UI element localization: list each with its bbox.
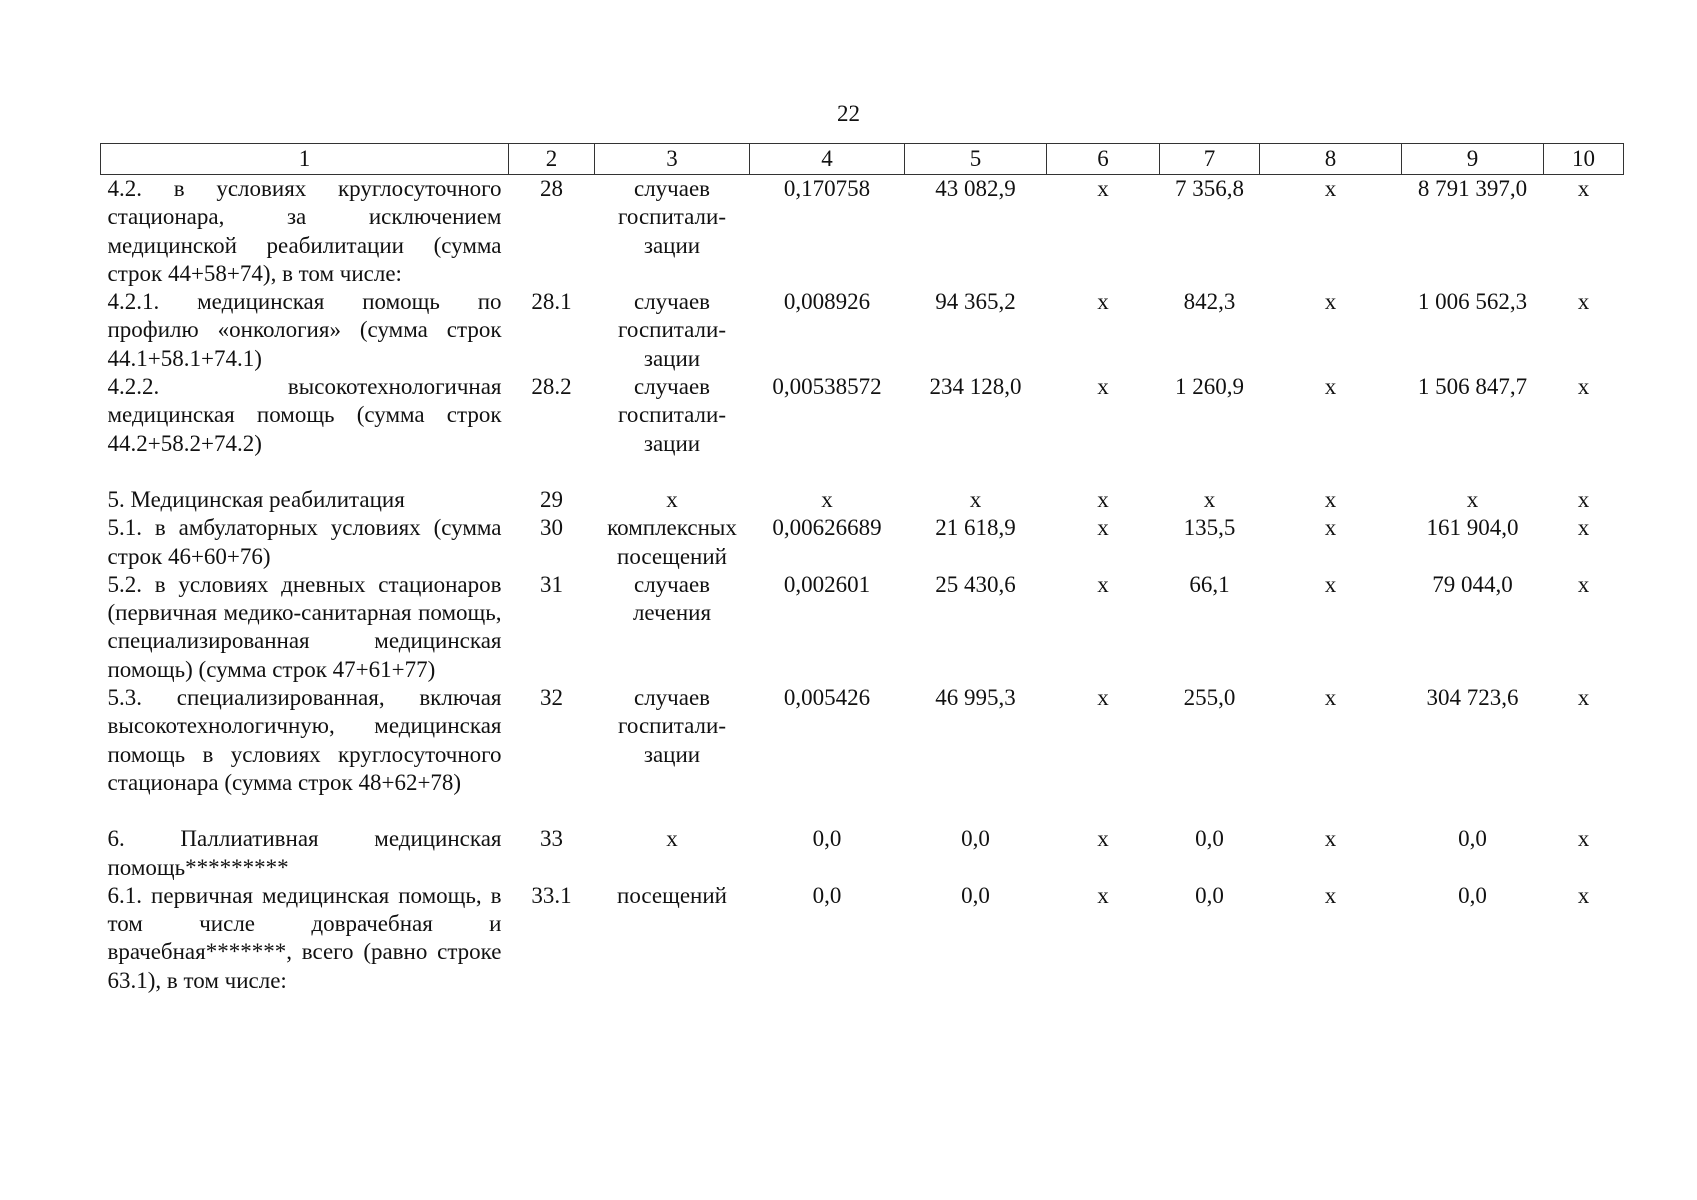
column-header: 2 bbox=[509, 144, 595, 175]
row-value-cell: х bbox=[1577, 486, 1590, 512]
row-unit-cell: х bbox=[666, 826, 678, 852]
column-header: 7 bbox=[1160, 144, 1260, 175]
row-value-cell: 21 618,9 bbox=[935, 515, 1016, 541]
row-name-cell: 6. Паллиативная медицинская помощь********* bbox=[107, 826, 502, 880]
row-value-cell: 1 006 562,3 bbox=[1417, 289, 1528, 315]
row-value-cell: 7 356,8 bbox=[1175, 176, 1244, 201]
row-value-cell: х bbox=[1097, 571, 1109, 597]
row-value-cell: 255,0 bbox=[1183, 685, 1236, 711]
row-value-cell: х bbox=[1577, 289, 1590, 315]
row-value-cell: х bbox=[1577, 571, 1590, 597]
column-header: 9 bbox=[1402, 144, 1544, 175]
row-value-cell: 25 430,6 bbox=[935, 571, 1016, 597]
table-header bbox=[101, 144, 1624, 175]
row-value-cell: 0,0 bbox=[812, 826, 842, 852]
row-line-number-cell: 31 bbox=[540, 571, 563, 597]
row-line-number-cell: 33.1 bbox=[531, 882, 572, 908]
row-unit-cell: случаев госпитализации bbox=[618, 176, 726, 258]
row-value-cell: х bbox=[1577, 826, 1590, 852]
row-value-cell: 135,5 bbox=[1183, 515, 1236, 541]
row-line-number-cell: 28 bbox=[540, 176, 563, 201]
row-unit-cell: х bbox=[666, 486, 678, 512]
table-row bbox=[101, 684, 1624, 797]
header-row bbox=[101, 144, 1624, 175]
row-value-cell: х bbox=[1577, 374, 1590, 400]
page-number: 22 bbox=[837, 101, 860, 126]
row-value-cell: х bbox=[1324, 685, 1337, 711]
row-value-cell: х bbox=[1577, 882, 1590, 908]
data-table bbox=[100, 143, 1624, 1001]
row-value-cell: х bbox=[1324, 289, 1337, 315]
row-line-number-cell: 28.1 bbox=[531, 289, 572, 315]
row-value-cell: х bbox=[1097, 374, 1109, 400]
row-value-cell: х bbox=[1324, 374, 1337, 400]
row-value-cell: 0,0 bbox=[1195, 826, 1224, 852]
row-value-cell: 0,002601 bbox=[783, 571, 871, 597]
row-value-cell: х bbox=[1577, 176, 1590, 201]
row-value-cell: 0,0 bbox=[1195, 882, 1224, 908]
table-row bbox=[101, 571, 1624, 684]
row-line-number-cell: 28.2 bbox=[531, 374, 572, 400]
row-value-cell: 1 506 847,7 bbox=[1417, 374, 1528, 400]
row-value-cell: 842,3 bbox=[1183, 289, 1236, 315]
table-row bbox=[101, 514, 1624, 571]
column-header: 6 bbox=[1047, 144, 1160, 175]
table-row bbox=[101, 373, 1624, 458]
row-value-cell: 0,00538572 bbox=[772, 374, 882, 400]
row-value-cell: 0,00626689 bbox=[772, 515, 882, 541]
row-unit-cell: случаев госпитализации bbox=[618, 374, 726, 456]
column-header: 5 bbox=[905, 144, 1047, 175]
row-value-cell: х bbox=[1324, 486, 1337, 512]
row-value-cell: х bbox=[1324, 515, 1337, 541]
row-value-cell: х bbox=[1097, 685, 1109, 711]
row-unit-cell: случаев лечения bbox=[632, 571, 712, 626]
row-value-cell: 43 082,9 bbox=[935, 176, 1016, 201]
row-value-cell: х bbox=[969, 486, 982, 512]
row-value-cell: х bbox=[821, 486, 833, 512]
row-unit-cell: комплексных посещений bbox=[607, 515, 737, 569]
table-row bbox=[101, 458, 1624, 514]
row-value-cell: 0,0 bbox=[961, 882, 990, 908]
row-value-cell: х bbox=[1097, 289, 1109, 315]
row-value-cell: х bbox=[1097, 826, 1109, 852]
row-value-cell: х bbox=[1097, 176, 1109, 201]
row-line-number-cell: 33 bbox=[540, 826, 563, 852]
row-value-cell: 0,170758 bbox=[783, 176, 871, 201]
row-value-cell: 161 904,0 bbox=[1426, 515, 1519, 541]
row-value-cell: 1 260,9 bbox=[1175, 374, 1244, 400]
row-unit-cell: случаев госпитализации bbox=[618, 289, 726, 371]
row-value-cell: х bbox=[1324, 571, 1337, 597]
column-header: 8 bbox=[1260, 144, 1402, 175]
column-header: 10 bbox=[1544, 144, 1624, 175]
row-value-cell: 0,0 bbox=[961, 826, 990, 852]
row-name-cell: 4.2.1. медицинская помощь по профилю «онкология» (сумма строк 44.1+58.1+74.1) bbox=[107, 289, 502, 371]
row-value-cell: х bbox=[1324, 826, 1337, 852]
row-value-cell: 234 128,0 bbox=[929, 374, 1022, 400]
row-line-number-cell: 29 bbox=[540, 486, 563, 512]
row-value-cell: х bbox=[1324, 176, 1337, 201]
column-header: 1 bbox=[101, 144, 509, 175]
row-value-cell: х bbox=[1324, 882, 1337, 908]
row-value-cell: 0,0 bbox=[812, 882, 842, 908]
table-row bbox=[101, 175, 1624, 289]
row-value-cell: 79 044,0 bbox=[1432, 571, 1513, 597]
row-value-cell: х bbox=[1577, 685, 1590, 711]
column-header: 3 bbox=[595, 144, 750, 175]
row-value-cell: 304 723,6 bbox=[1426, 685, 1519, 711]
column-header: 4 bbox=[750, 144, 905, 175]
row-unit-cell: посещений bbox=[617, 882, 727, 908]
row-name-cell: 5.2. в условиях дневных стационаров (первичная медико-санитарная помощь, специализированная медицинская помощь) (сумма строк 47+61+77) bbox=[107, 571, 502, 682]
row-name-cell: 4.2.2. высокотехнологичная медицинская помощь (сумма строк 44.2+58.2+74.2) bbox=[107, 374, 502, 456]
row-value-cell: 46 995,3 bbox=[935, 685, 1016, 711]
row-value-cell: х bbox=[1097, 486, 1109, 512]
row-value-cell: 0,0 bbox=[1458, 826, 1487, 852]
table-body bbox=[101, 175, 1624, 1002]
row-value-cell: 66,1 bbox=[1189, 571, 1230, 597]
row-name-cell: 6.1. первичная медицинская помощь, в том числе доврачебная и врачебная*******, всего (равно строке 63.1), в том числе: bbox=[107, 882, 502, 993]
row-value-cell: 0,005426 bbox=[783, 685, 871, 711]
row-value-cell: х bbox=[1203, 486, 1216, 512]
row-value-cell: х bbox=[1097, 515, 1109, 541]
row-value-cell: 94 365,2 bbox=[935, 289, 1016, 315]
row-value-cell: х bbox=[1577, 515, 1590, 541]
row-name-cell: 5.3. специализированная, включая высокотехнологичную, медицинская помощь в условиях круглосуточного стационара (сумма строк 48+62+78) bbox=[107, 685, 502, 795]
row-line-number-cell: 32 bbox=[540, 685, 563, 711]
row-name-cell: 4.2. в условиях круглосуточного стационара, за исключением медицинской реабилитации (сумма строк 44+58+74), в том числе: bbox=[107, 176, 502, 286]
table-row bbox=[101, 882, 1624, 1001]
table-row bbox=[101, 288, 1624, 373]
row-value-cell: х bbox=[1466, 486, 1479, 512]
row-unit-cell: случаев госпитализации bbox=[618, 685, 726, 767]
row-value-cell: х bbox=[1097, 882, 1109, 908]
row-name-cell: 5. Медицинская реабилитация bbox=[107, 486, 405, 512]
row-name-cell: 5.1. в амбулаторных условиях (сумма строк 46+60+76) bbox=[107, 515, 502, 569]
table-row bbox=[101, 797, 1624, 882]
row-value-cell: 0,008926 bbox=[783, 289, 871, 315]
row-line-number-cell: 30 bbox=[540, 515, 563, 541]
row-value-cell: 0,0 bbox=[1458, 882, 1487, 908]
row-value-cell: 8 791 397,0 bbox=[1417, 176, 1528, 201]
